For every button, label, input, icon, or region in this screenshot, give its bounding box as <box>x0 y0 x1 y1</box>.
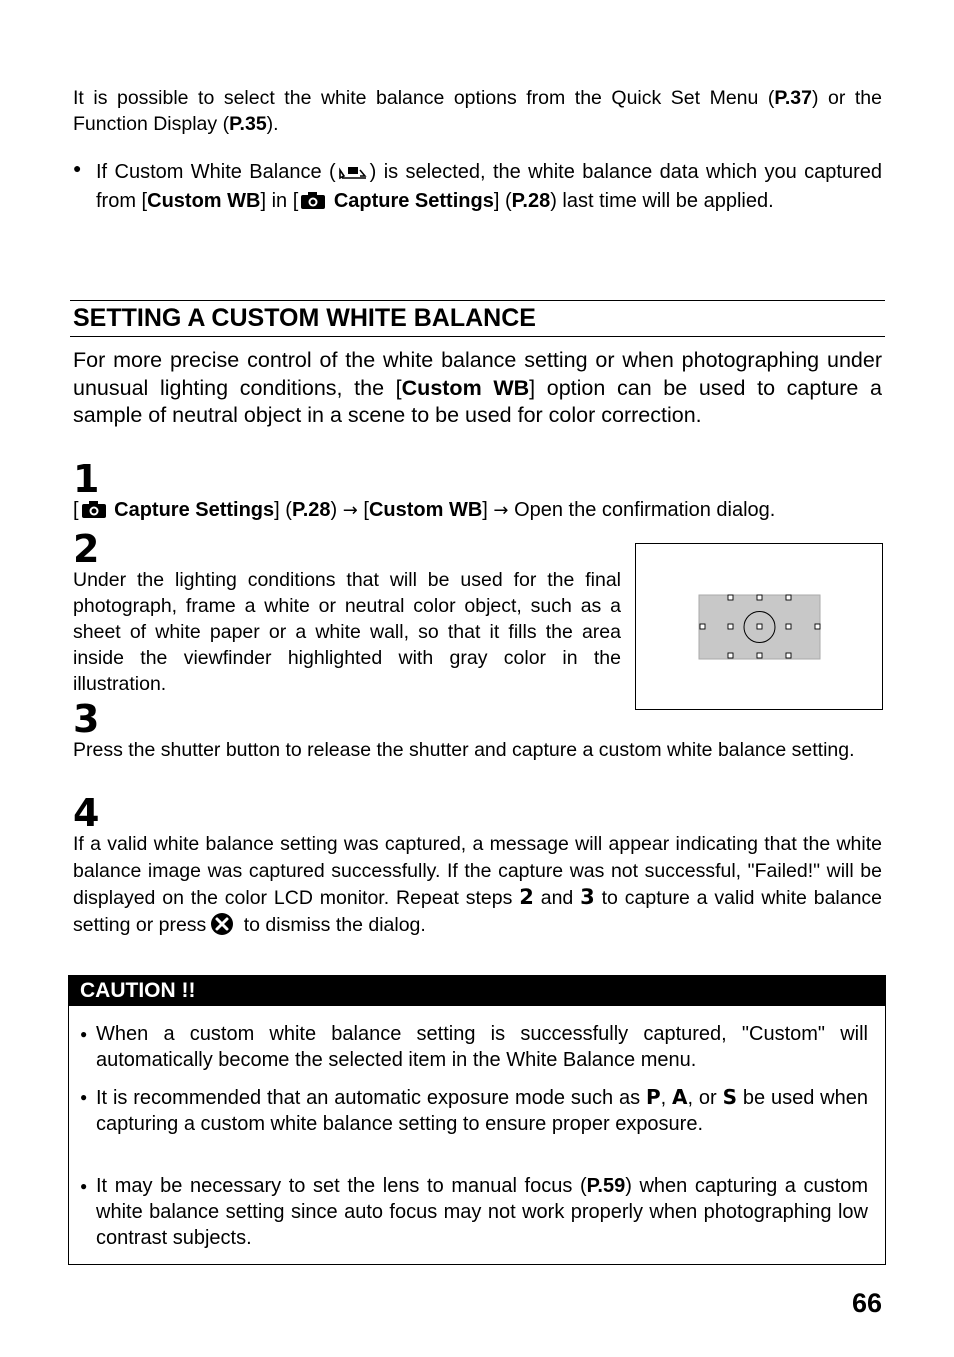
custom-wb-bullet: If Custom White Balance ( ) is selected, the white balance data which you captured from [Custom WB] in [ Capture Settings] (P.28) last time will be applied. <box>96 161 882 212</box>
caution-header <box>69 976 885 1006</box>
step-1-number: 1 <box>73 457 98 501</box>
viewfinder-af-area <box>636 544 882 709</box>
intro-paragraph: It is possible to select the white balance options from the Quick Set Menu (P.37) or the Function Display (P.35). <box>73 87 882 135</box>
step-2-text: Under the lighting conditions that will be used for the final photograph, frame a white or neutral color object, such as a sheet of white paper or a white wall, so that it fills the area inside the viewfinder highlighted with gray color in the illustration. <box>73 569 621 695</box>
mode-p-icon: P <box>645 1085 661 1109</box>
camera-icon <box>81 500 107 519</box>
step-3-text: Press the shutter button to release the shutter and capture a custom white balance setting. <box>73 739 855 761</box>
step-3-number: 3 <box>73 697 98 741</box>
section-heading: SETTING A CUSTOM WHITE BALANCE <box>73 304 536 332</box>
page-ref: P.37 <box>774 87 812 109</box>
arrow-icon: → <box>342 500 358 521</box>
page-number: 66 <box>851 1288 882 1318</box>
caution-title: CAUTION !! <box>80 979 196 1002</box>
section-lead: For more precise control of the white balance setting or when photographing under unusual lighting conditions, the [Custom WB] option can be used to capture a sample of neutral object in a scene to be used for color correction. <box>73 348 882 427</box>
bullet-dot: ● <box>80 1027 88 1041</box>
caution-item-1: When a custom white balance setting is successfully captured, "Custom" will automatically become the selected item in the White Balance menu. <box>96 1023 868 1071</box>
camera-icon <box>300 191 326 210</box>
step-1-text: [ Capture Settings] (P.28) → [Custom WB] → Open the confirmation dialog. <box>73 499 776 521</box>
heading-rule-bottom <box>70 336 885 337</box>
page-ref: P.35 <box>229 113 267 135</box>
cancel-button-icon <box>210 912 234 936</box>
mode-s-icon: S <box>722 1085 737 1109</box>
custom-wb-icon <box>338 162 368 182</box>
step-4-number: 4 <box>73 791 98 835</box>
bullet-dot: ● <box>73 160 82 176</box>
step-4-text: If a valid white balance setting was captured, a message will appear indicating that the white balance image was captured successfully. If the capture was not successful, "Failed!" will be displayed on the color LCD monitor. Repeat steps 2 and 3 to capture a valid white balance setting or press to dismiss the dialog. <box>73 833 883 936</box>
heading-rule-top <box>70 300 885 301</box>
bullet-dot: ● <box>80 1090 88 1104</box>
arrow-icon: → <box>493 500 509 521</box>
bullet-dot: ● <box>80 1179 88 1193</box>
caution-item-2: It is recommended that an automatic exposure mode such as P, A, or S be used when capturing a custom white balance setting to ensure proper exposure. <box>96 1085 868 1135</box>
viewfinder-illustration <box>635 543 883 710</box>
step-2-number: 2 <box>73 527 98 571</box>
caution-item-3: It may be necessary to set the lens to manual focus (P.59) when capturing a custom white balance setting since auto focus may not work properly when photographing low contrast subjects. <box>96 1175 869 1249</box>
mode-a-icon: A <box>672 1085 688 1109</box>
